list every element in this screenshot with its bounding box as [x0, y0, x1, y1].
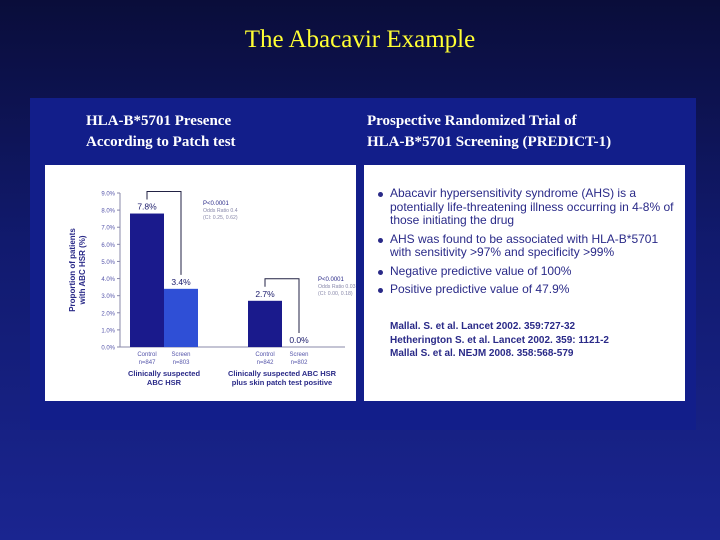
y-tick-label: 1.0%	[101, 328, 115, 335]
bar-value-label: 3.4%	[171, 276, 191, 287]
left-heading	[86, 111, 236, 153]
y-axis-label: Proportion of patientswith ABC HSR (%)	[68, 228, 87, 312]
bar-category-label: Control	[255, 352, 275, 358]
references	[390, 320, 680, 361]
stat-annotation: P<0.0001	[318, 277, 344, 283]
bar-n-label: n=847	[138, 360, 156, 366]
left-heading-line-1: HLA-B*5701 Presence	[86, 113, 232, 129]
slide-title: The Abacavir Example	[244, 26, 476, 53]
reference-1: Mallal. S. et al. Lancet 2002. 359:727-32	[390, 321, 576, 332]
group-label: plus skin patch test positive	[231, 378, 333, 387]
bar-category-label: Screen	[171, 352, 191, 358]
y-tick-label: 5.0%	[101, 259, 115, 266]
stat-annotation: Odds Ratio 0.03	[318, 284, 356, 290]
stat-annotation: Odds Ratio 0.4	[203, 208, 238, 214]
y-tick-label: 9.0%	[101, 191, 115, 198]
finding-bullet-2: AHS was found to be associated with HLA-B*5701 with sensitivity >97% and specificity >99%	[378, 233, 680, 260]
y-tick-label: 8.0%	[101, 208, 115, 215]
bar-control-1	[130, 214, 164, 347]
y-tick-label: 2.0%	[101, 311, 115, 318]
bar-chart-svg	[45, 165, 356, 401]
bar-screen-1	[164, 289, 198, 347]
finding-bullet-1: Abacavir hypersensitivity syndrome (AHS) is a potentially life-threatening illness occurring in 4-8% of those initiating the drug	[378, 187, 680, 228]
bar-chart	[45, 165, 356, 401]
findings-box	[364, 165, 685, 401]
group-label: ABC HSR	[146, 378, 182, 387]
stat-annotation: (CI: 0.00, 0.18)	[318, 291, 353, 297]
stat-annotation: P<0.0001	[203, 201, 229, 207]
finding-bullet-4: Positive predictive value of 47.9%	[378, 283, 680, 297]
reference-3: Mallal S. et al. NEJM 2008. 358:568-579	[390, 348, 574, 359]
bar-n-label: n=842	[256, 360, 274, 366]
content-panel	[30, 98, 696, 430]
y-tick-label: 0.0%	[101, 345, 115, 352]
right-heading	[367, 111, 611, 153]
bar-value-label: 2.7%	[255, 288, 275, 299]
y-tick-label: 4.0%	[101, 277, 115, 284]
group-label: Clinically suspected	[127, 369, 201, 378]
bar-value-label: 0.0%	[289, 335, 309, 345]
bar-n-label: n=802	[290, 360, 308, 366]
bar-control-2	[248, 301, 282, 347]
right-heading-line-2: HLA-B*5701 Screening (PREDICT-1)	[367, 134, 612, 150]
finding-bullet-3: Negative predictive value of 100%	[378, 265, 680, 279]
reference-2: Hetherington S. et al. Lancet 2002. 359: 1121-2	[390, 334, 609, 346]
y-tick-label: 7.0%	[101, 225, 115, 232]
bar-category-label: Control	[137, 352, 157, 358]
bar-value-label: 7.8%	[137, 201, 157, 212]
bar-category-label: Screen	[289, 352, 309, 358]
group-label: Clinically suspected ABC HSR	[227, 369, 337, 378]
stat-annotation: (CI: 0.25, 0.62)	[203, 215, 238, 221]
right-heading-line-1: Prospective Randomized Trial of	[367, 113, 577, 129]
y-tick-label: 3.0%	[101, 294, 115, 301]
bar-n-label: n=803	[172, 360, 190, 366]
findings-list	[378, 187, 680, 302]
y-tick-label: 6.0%	[101, 242, 115, 249]
left-heading-line-2: According to Patch test	[86, 134, 236, 150]
